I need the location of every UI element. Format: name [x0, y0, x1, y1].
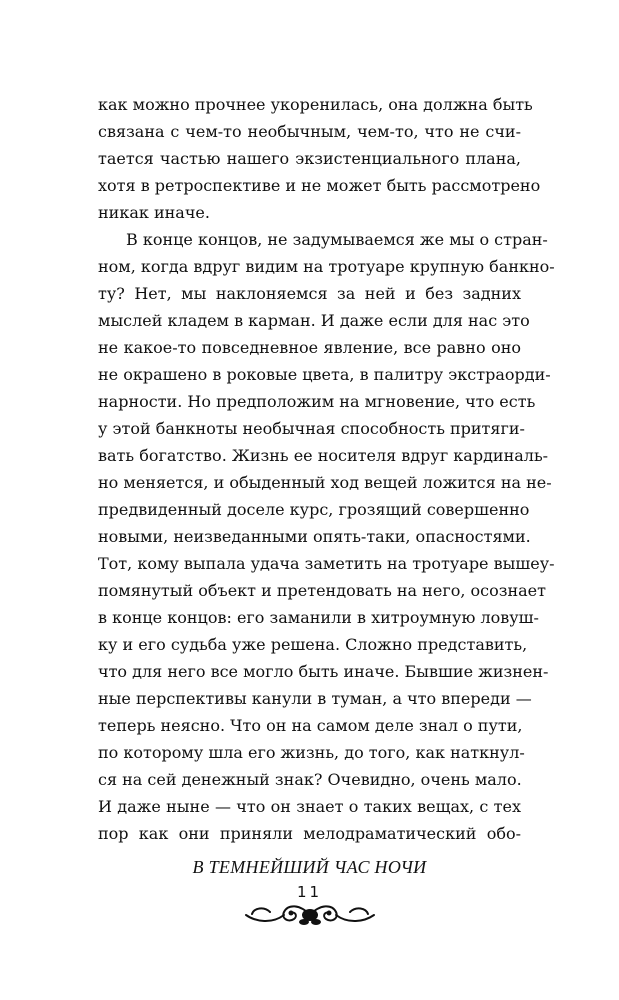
text-line-17: новыми, неизведанными опять-таки, опасностями. — [98, 527, 531, 546]
text-line-26: ся на сей денежный знак? Очевидно, очень мало. — [98, 770, 522, 789]
text-line-20: в конце концов: его заманили в хитроумную ловуш- — [98, 608, 539, 627]
text-line-5: никак иначе. — [98, 203, 210, 222]
text-line-15: но меняется, и обыденный ход вещей ложится на не- — [98, 473, 552, 492]
text-line-7: ном, когда вдруг видим на тротуаре крупную банкно- — [98, 257, 555, 276]
text-line-16: предвиденный доселе курс, грозящий совершенно — [98, 500, 530, 519]
text-line-22: что для него все могло быть иначе. Бывшие жизнен- — [98, 662, 549, 681]
text-line-4: хотя в ретроспективе и не может быть рассмотрено — [98, 176, 541, 195]
text-line-9: мыслей кладем в карман. И даже если для нас это — [98, 311, 530, 330]
text-line-14: вать богатство. Жизнь ее носителя вдруг кардиналь- — [98, 446, 549, 465]
text-line-2: связана с чем-то необычным, чем-то, что не счи- — [98, 122, 521, 141]
text-line-12: нарности. Но предположим на мгновение, что есть — [98, 392, 536, 411]
text-line-18: Тот, кому выпала удача заметить на тротуаре вышеу- — [98, 554, 555, 573]
text-line-11: не окрашено в роковые цвета, в палитру экстраорди- — [98, 365, 551, 384]
text-line-1: как можно прочнее укоренилась, она должна быть — [98, 95, 533, 114]
text-line-19: помянутый объект и претендовать на него, осознает — [98, 581, 546, 600]
text-line-8: ту? Нет, мы наклоняемся за ней и без задних — [98, 284, 521, 303]
text-line-28: пор как они приняли мелодраматический обо- — [98, 824, 521, 843]
text-line-13: у этой банкноты необычная способность притяги- — [98, 419, 525, 438]
page-number: 11 — [296, 883, 323, 901]
text-line-3: тается частью нашего экзистенциального плана, — [98, 149, 521, 168]
text-line-27: И даже ныне — что он знает о таких вещах, с тех — [98, 797, 521, 816]
text-line-23: ные перспективы канули в туман, а что впереди — — [98, 689, 532, 708]
text-line-25: по которому шла его жизнь, до того, как наткнул- — [98, 743, 525, 762]
text-line-6: В конце концов, не задумываемся же мы о стран- — [126, 230, 548, 249]
running-title: В ТЕМНЕЙШИЙ ЧАС НОЧИ — [192, 857, 427, 877]
flourish-ornament-icon — [240, 898, 380, 932]
text-line-10: не какое-то повседневное явление, все равно оно — [98, 338, 521, 357]
text-line-24: теперь неясно. Что он на самом деле знал о пути, — [98, 716, 523, 735]
text-line-21: ку и его судьба уже решена. Сложно представить, — [98, 635, 528, 654]
